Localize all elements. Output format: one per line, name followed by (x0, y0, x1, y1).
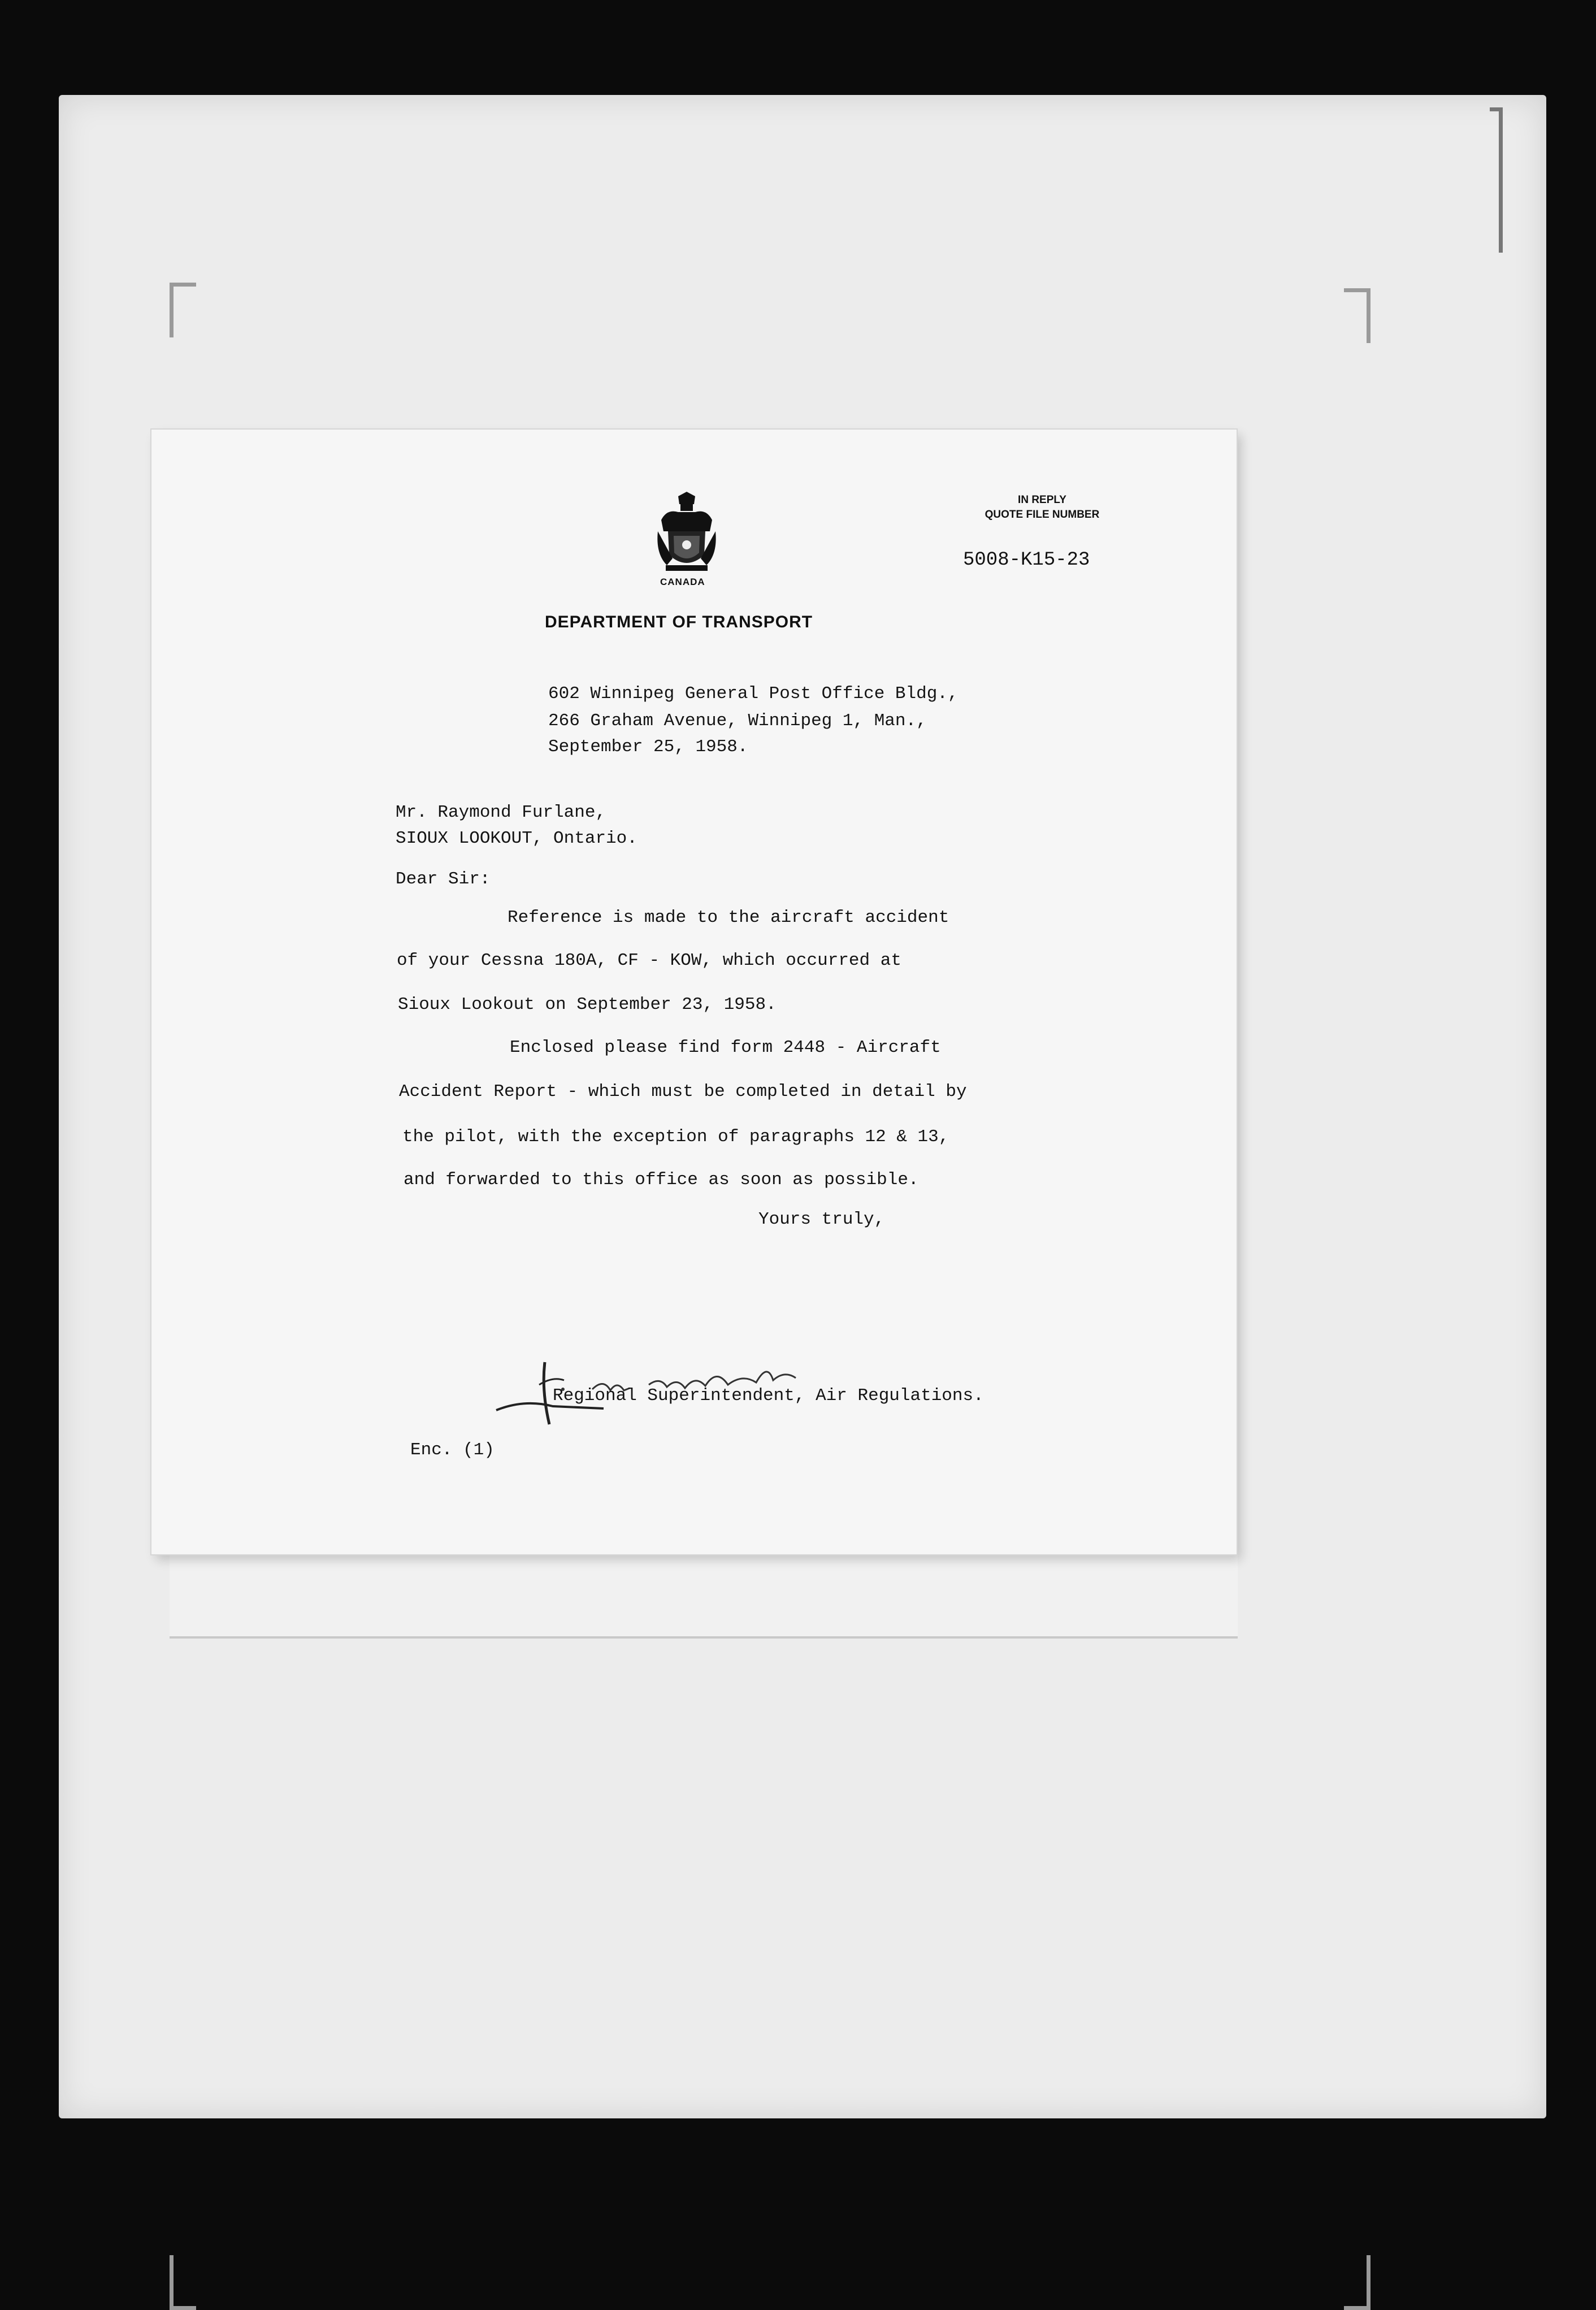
paragraph-line: Reference is made to the aircraft accident (508, 908, 949, 928)
enclosure-note: Enc. (1) (410, 1440, 495, 1460)
coat-of-arms-icon (656, 492, 718, 577)
reply-note-line1: IN REPLY (1018, 494, 1066, 506)
mount-corner-mark (1490, 107, 1503, 253)
closing: Yours truly, (758, 1210, 885, 1229)
letterhead-country: CANADA (660, 577, 705, 587)
paragraph-line: and forwarded to this office as soon as possible. (404, 1170, 919, 1190)
sender-address-line2: 266 Graham Avenue, Winnipeg 1, Man., (548, 711, 927, 731)
paragraph-line: the pilot, with the exception of paragraphs 12 & 13, (402, 1127, 949, 1147)
paragraph-line: Sioux Lookout on September 23, 1958. (398, 995, 777, 1015)
reply-note-line2: QUOTE FILE NUMBER (985, 509, 1100, 521)
letter-bottom-strip (170, 1549, 1238, 1639)
paragraph-line: Accident Report - which must be completed in detail by (399, 1082, 967, 1102)
crop-mark-top-left (170, 283, 196, 337)
recipient-place: SIOUX LOOKOUT, Ontario. (396, 829, 637, 848)
signatory-title: Regional Superintendent, Air Regulations. (553, 1386, 984, 1406)
crop-mark-top-right (1344, 288, 1371, 343)
crop-mark-bottom-right (1344, 2255, 1371, 2310)
letter-date: September 25, 1958. (548, 737, 748, 757)
sender-address-line1: 602 Winnipeg General Post Office Bldg., (548, 684, 959, 704)
letterhead-department: DEPARTMENT OF TRANSPORT (545, 613, 813, 631)
paragraph-line: of your Cessna 180A, CF - KOW, which occurred at (397, 951, 901, 970)
recipient-name: Mr. Raymond Furlane, (396, 803, 606, 822)
crop-mark-bottom-left (170, 2255, 196, 2310)
reply-note (957, 493, 1127, 522)
file-number: 5008-K15-23 (963, 549, 1090, 571)
paragraph-line: Enclosed please find form 2448 - Aircraft (510, 1038, 941, 1058)
salutation: Dear Sir: (396, 869, 491, 889)
